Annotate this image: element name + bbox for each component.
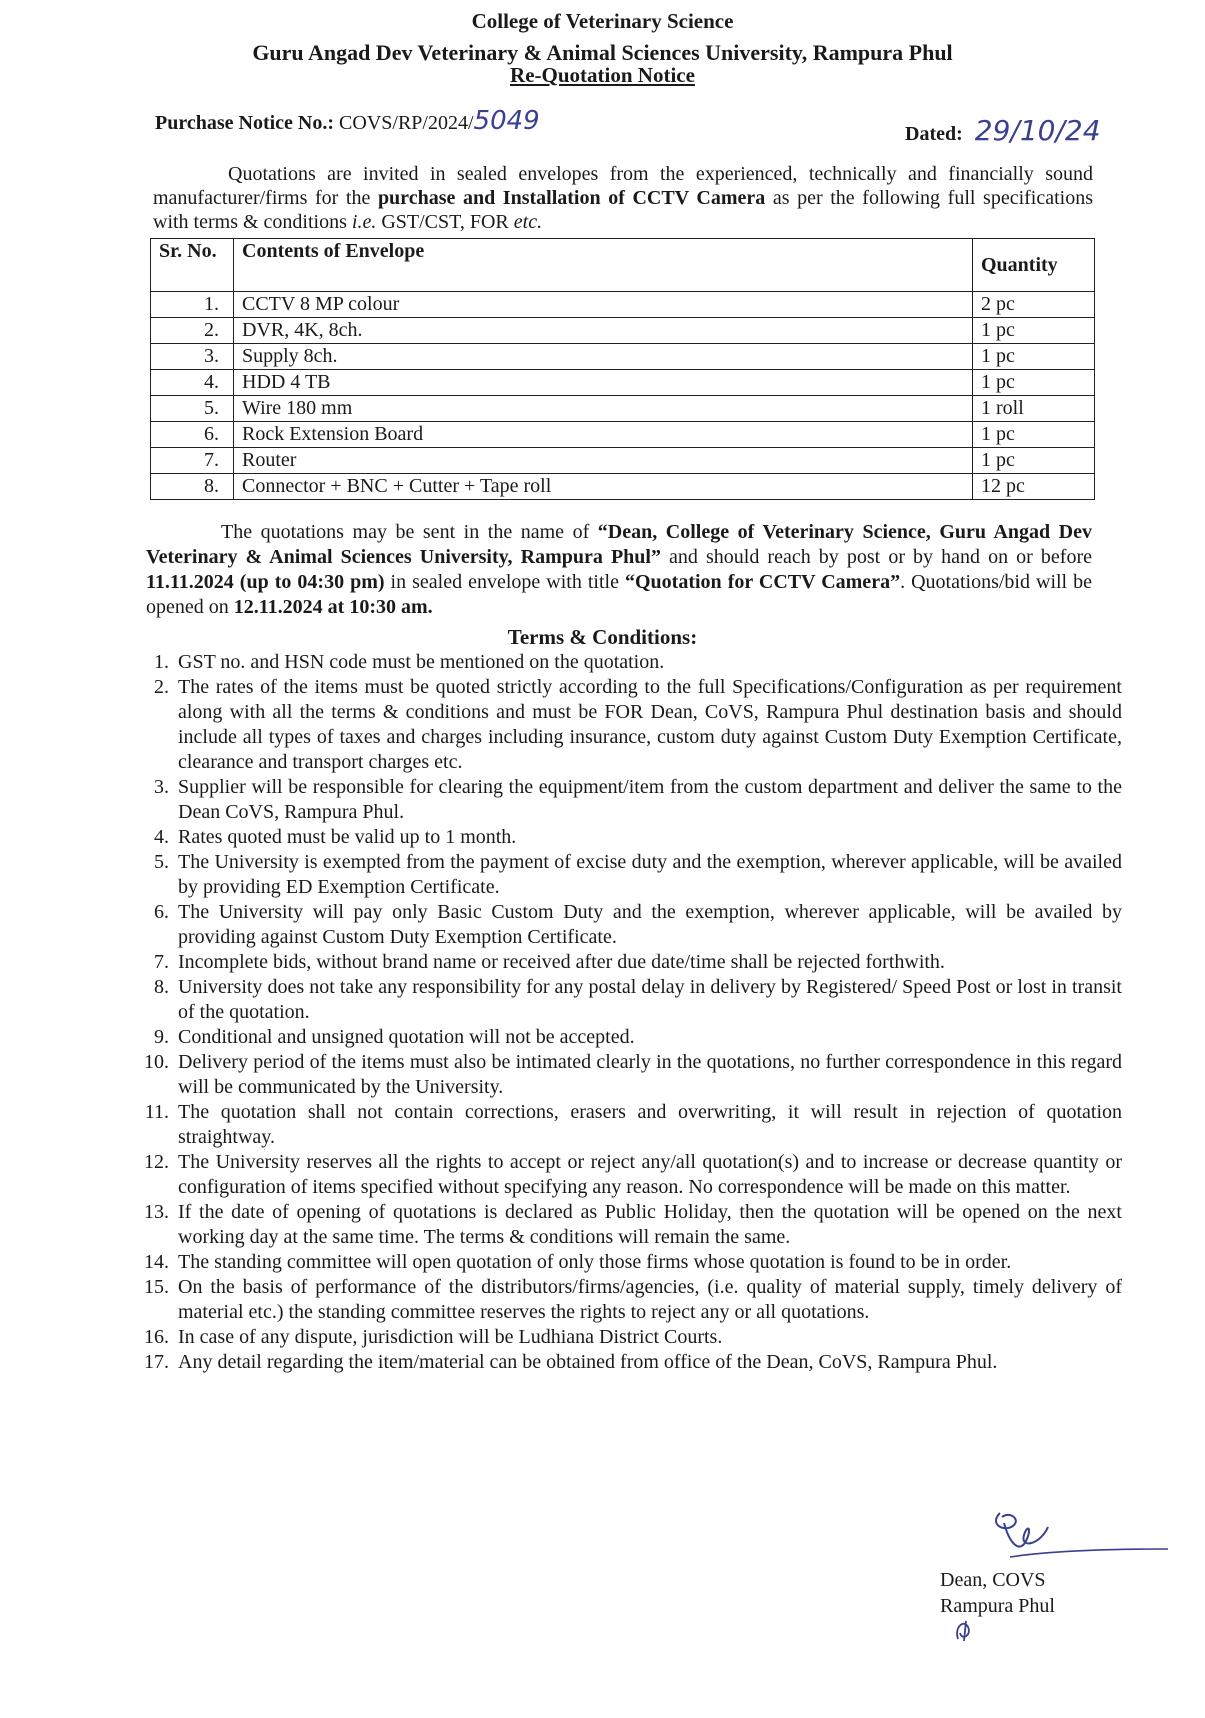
table-row <box>151 344 1095 370</box>
notice-date <box>905 114 1101 147</box>
term-item: 12. The University reserves all the rights to accept or reject any/all quotation(s) and to increase or decrease quantity or configuration of items specified without specifying any reason. No correspondence will be made on this matter. <box>174 1150 1122 1200</box>
row-sr: 7. <box>151 448 234 474</box>
intro-bold: purchase and Installation of CCTV Camera <box>377 187 766 209</box>
col-header-sr: Sr. No. <box>151 239 234 292</box>
submission-text-1: The quotations may be sent in the name of <box>221 521 598 543</box>
terms-list <box>130 650 1122 1375</box>
table-header-row <box>151 239 1095 292</box>
terms-heading: Terms & Conditions: <box>507 625 698 649</box>
submission-opening-date: 12.11.2024 at 10:30 am. <box>233 596 433 618</box>
university-name: Guru Angad Dev Veterinary & Animal Sciences University, Rampura Phul <box>252 40 953 65</box>
items-table <box>150 238 1095 500</box>
term-item: 3. Supplier will be responsible for clearing the equipment/item from the custom department and deliver the same to the Dean CoVS, Rampura Phul. <box>174 775 1122 825</box>
submission-envelope-title: “Quotation for CCTV Camera” <box>625 571 901 593</box>
handwritten-initial <box>950 1615 980 1645</box>
notice-number-label: Purchase Notice No.: <box>155 112 335 134</box>
submission-paragraph <box>146 520 1092 620</box>
row-item: HDD 4 TB <box>234 370 973 396</box>
term-item: 5. The University is exempted from the payment of excise duty and the exemption, wherever applicable, will be availed by providing ED Exemption Certificate. <box>174 850 1122 900</box>
row-qty: 12 pc <box>973 474 1095 500</box>
submission-text-2: and should reach by post or by hand on or before <box>660 546 1092 568</box>
table-row <box>151 292 1095 318</box>
submission-deadline: 11.11.2024 (up to 04:30 pm) <box>146 571 385 593</box>
college-name: College of Veterinary Science <box>471 9 734 33</box>
notice-number-handwritten: 5049 <box>473 106 540 136</box>
intro-italic: i.e. <box>351 211 377 233</box>
row-qty: 1 pc <box>973 344 1095 370</box>
row-sr: 8. <box>151 474 234 500</box>
col-header-quantity: Quantity <box>973 239 1095 292</box>
row-sr: 2. <box>151 318 234 344</box>
row-qty: 1 pc <box>973 422 1095 448</box>
table-row <box>151 370 1095 396</box>
notice-title: Re-Quotation Notice <box>510 63 695 87</box>
row-sr: 1. <box>151 292 234 318</box>
row-item: Wire 180 mm <box>234 396 973 422</box>
submission-text-4: . Quotations/bid will be opened on <box>146 571 1092 618</box>
signatory <box>940 1567 1140 1619</box>
row-qty: 1 roll <box>973 396 1095 422</box>
term-item: 9. Conditional and unsigned quotation will not be accepted. <box>174 1025 1122 1050</box>
row-sr: 6. <box>151 422 234 448</box>
signatory-title: Dean, COVS <box>940 1569 1046 1591</box>
row-qty: 1 pc <box>973 448 1095 474</box>
col-header-contents: Contents of Envelope <box>234 239 973 292</box>
term-item: 7. Incomplete bids, without brand name or received after due date/time shall be rejected forthwith. <box>174 950 1122 975</box>
dated-label: Dated: <box>905 123 963 145</box>
row-item: Rock Extension Board <box>234 422 973 448</box>
term-item: 17. Any detail regarding the item/material can be obtained from office of the Dean, CoVS, Rampura Phul. <box>174 1350 1122 1375</box>
term-item: 11. The quotation shall not contain corrections, erasers and overwriting, it will result in rejection of quotation straightway. <box>174 1100 1122 1150</box>
term-item: 16. In case of any dispute, jurisdiction will be Ludhiana District Courts. <box>174 1325 1122 1350</box>
submission-text-3: in sealed envelope with title <box>384 571 625 593</box>
row-sr: 4. <box>151 370 234 396</box>
row-item: DVR, 4K, 8ch. <box>234 318 973 344</box>
term-item: 10. Delivery period of the items must also be intimated clearly in the quotations, no further correspondence in this regard will be communicated by the University. <box>174 1050 1122 1100</box>
purchase-notice-number <box>155 106 540 136</box>
row-qty: 1 pc <box>973 318 1095 344</box>
intro-text-2: as per the following full specifications with terms & conditions <box>153 187 1093 233</box>
term-item: 4. Rates quoted must be valid up to 1 month. <box>174 825 1122 850</box>
intro-text-3: GST/CST, FOR <box>376 211 514 233</box>
dated-handwritten: 29/10/24 <box>974 114 1101 147</box>
row-item: Router <box>234 448 973 474</box>
term-item: 15. On the basis of performance of the distributors/firms/agencies, (i.e. quality of material supply, timely delivery of material etc.) the standing committee reserves the rights to reject any or all quotations. <box>174 1275 1122 1325</box>
row-item: CCTV 8 MP colour <box>234 292 973 318</box>
row-qty: 2 pc <box>973 292 1095 318</box>
table-row <box>151 448 1095 474</box>
submission-addressee: “Dean, College of Veterinary Science, Guru Angad Dev Veterinary & Animal Sciences University, Rampura Phul” <box>146 521 1092 568</box>
table-row <box>151 396 1095 422</box>
intro-italic-2: etc. <box>513 211 543 233</box>
term-item: 2. The rates of the items must be quoted strictly according to the full Specifications/Configuration as per requirement along with all the terms & conditions and must be FOR Dean, CoVS, Rampura Phul destination basis and should include all types of taxes and charges including insurance, custom duty against Custom Duty Exemption Certificate, clearance and transport charges etc. <box>174 675 1122 775</box>
table-row <box>151 318 1095 344</box>
row-item: Supply 8ch. <box>234 344 973 370</box>
term-item: 6. The University will pay only Basic Custom Duty and the exemption, wherever applicable, will be availed by providing against Custom Duty Exemption Certificate. <box>174 900 1122 950</box>
term-item: 1. GST no. and HSN code must be mentioned on the quotation. <box>174 650 1122 675</box>
row-item: Connector + BNC + Cutter + Tape roll <box>234 474 973 500</box>
notice-number-prefix: COVS/RP/2024/ <box>339 112 474 134</box>
row-sr: 3. <box>151 344 234 370</box>
term-item: 8. University does not take any responsibility for any postal delay in delivery by Registered/ Speed Post or lost in transit of the quotation. <box>174 975 1122 1025</box>
table-row <box>151 422 1095 448</box>
intro-paragraph <box>153 162 1093 234</box>
table-row <box>151 474 1095 500</box>
row-qty: 1 pc <box>973 370 1095 396</box>
row-sr: 5. <box>151 396 234 422</box>
intro-text-1: Quotations are invited in sealed envelopes from the experienced, technically and financially sound manufacturer/firms for the <box>153 163 1093 209</box>
handwritten-signature <box>980 1505 1170 1567</box>
term-item: 14. The standing committee will open quotation of only those firms whose quotation is found to be in order. <box>174 1250 1122 1275</box>
term-item: 13. If the date of opening of quotations is declared as Public Holiday, then the quotation will be opened on the next working day at the same time. The terms & conditions will remain the same. <box>174 1200 1122 1250</box>
signatory-place: Rampura Phul <box>940 1595 1055 1617</box>
